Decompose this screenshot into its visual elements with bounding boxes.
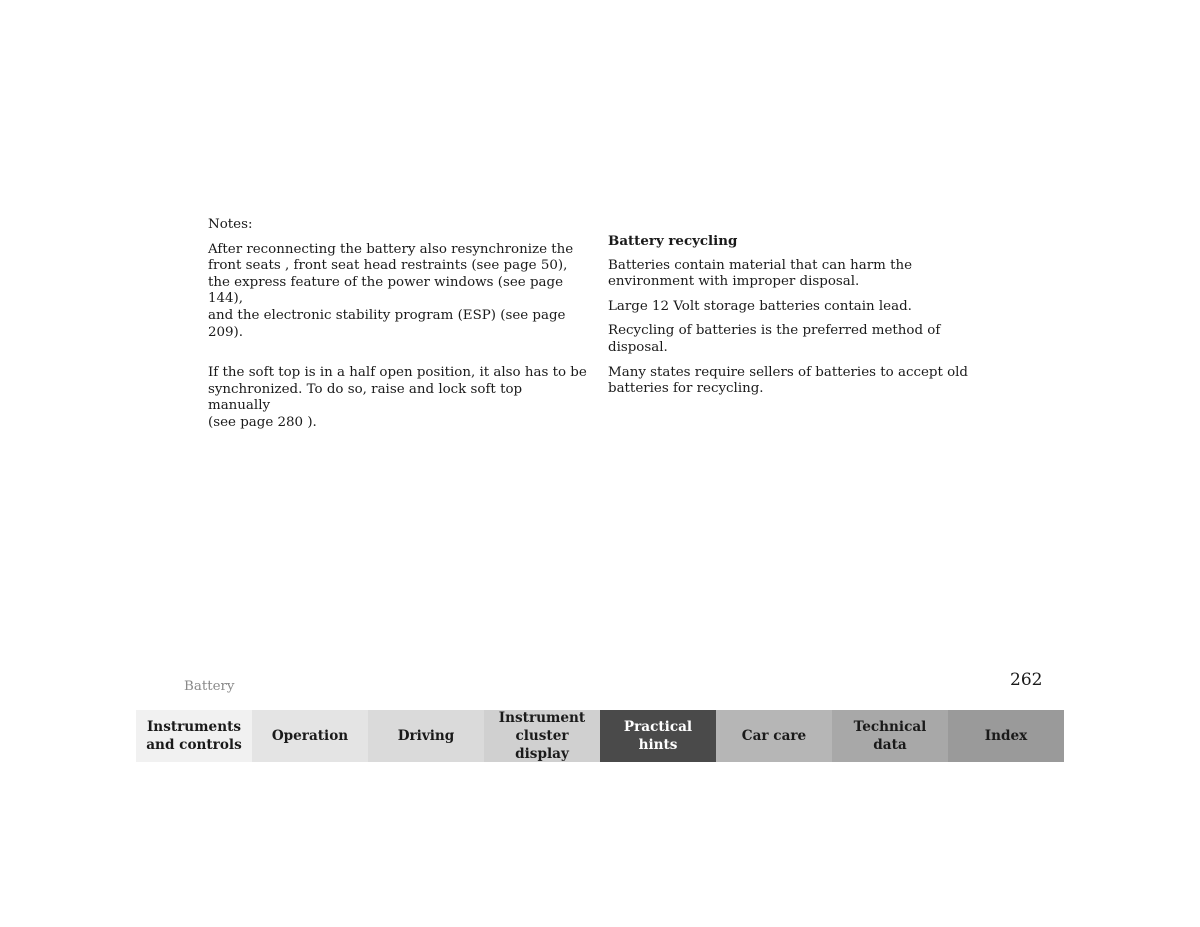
text-line: Large 12 Volt storage batteries contain lead. — [608, 298, 912, 314]
tab-instruments-and-controls[interactable]: Instruments and controls — [136, 710, 252, 762]
tab-practical-hints[interactable]: Practical hints — [600, 710, 716, 762]
page-number: 262 — [1010, 670, 1043, 690]
tab-technical-data[interactable]: Technical data — [832, 710, 948, 762]
text-line: Batteries contain material that can harm the — [608, 257, 913, 273]
text-line: Recycling of batteries is the preferred method of — [608, 323, 941, 339]
battery-recycling-column — [608, 233, 968, 406]
tab-car-care[interactable]: Car care — [716, 710, 832, 762]
tab-index[interactable]: Index — [948, 710, 1064, 762]
text-line: (see page 280 ). — [208, 414, 317, 430]
text-line: and the electronic stability program (ESP) (see page 209). — [208, 307, 566, 340]
text-line: Many states require sellers of batteries to accept old — [608, 364, 968, 380]
notes-column — [208, 217, 588, 432]
notes-paragraph-soft-top — [208, 365, 588, 431]
text-line: the express feature of the power windows (see page 144), — [208, 274, 563, 307]
text-line: synchronized. To do so, raise and lock soft top manually — [208, 381, 523, 414]
notes-paragraph-resynchronize — [208, 242, 588, 342]
text-line: disposal. — [608, 339, 668, 355]
tab-driving[interactable]: Driving — [368, 710, 484, 762]
section-heading: Battery recycling — [608, 233, 738, 249]
notes-label: Notes: — [208, 217, 253, 232]
text-line: If the soft top is in a half open position, it also has to be — [208, 365, 587, 381]
recycling-paragraph-preferred — [608, 323, 968, 356]
recycling-paragraph-sellers — [608, 365, 968, 398]
recycling-paragraph-lead — [608, 299, 968, 316]
text-line: front seats , front seat head restraints (see page 50), — [208, 258, 568, 274]
recycling-paragraph-harm — [608, 258, 968, 291]
text-line: batteries for recycling. — [608, 381, 764, 397]
tab-operation[interactable]: Operation — [252, 710, 368, 762]
tab-instrument-cluster-display[interactable]: Instrument cluster display — [484, 710, 600, 762]
text-line: environment with improper disposal. — [608, 274, 860, 290]
text-line: After reconnecting the battery also resynchronize the — [208, 241, 574, 257]
chapter-navigation — [136, 710, 1064, 762]
section-label: Battery — [184, 679, 235, 694]
